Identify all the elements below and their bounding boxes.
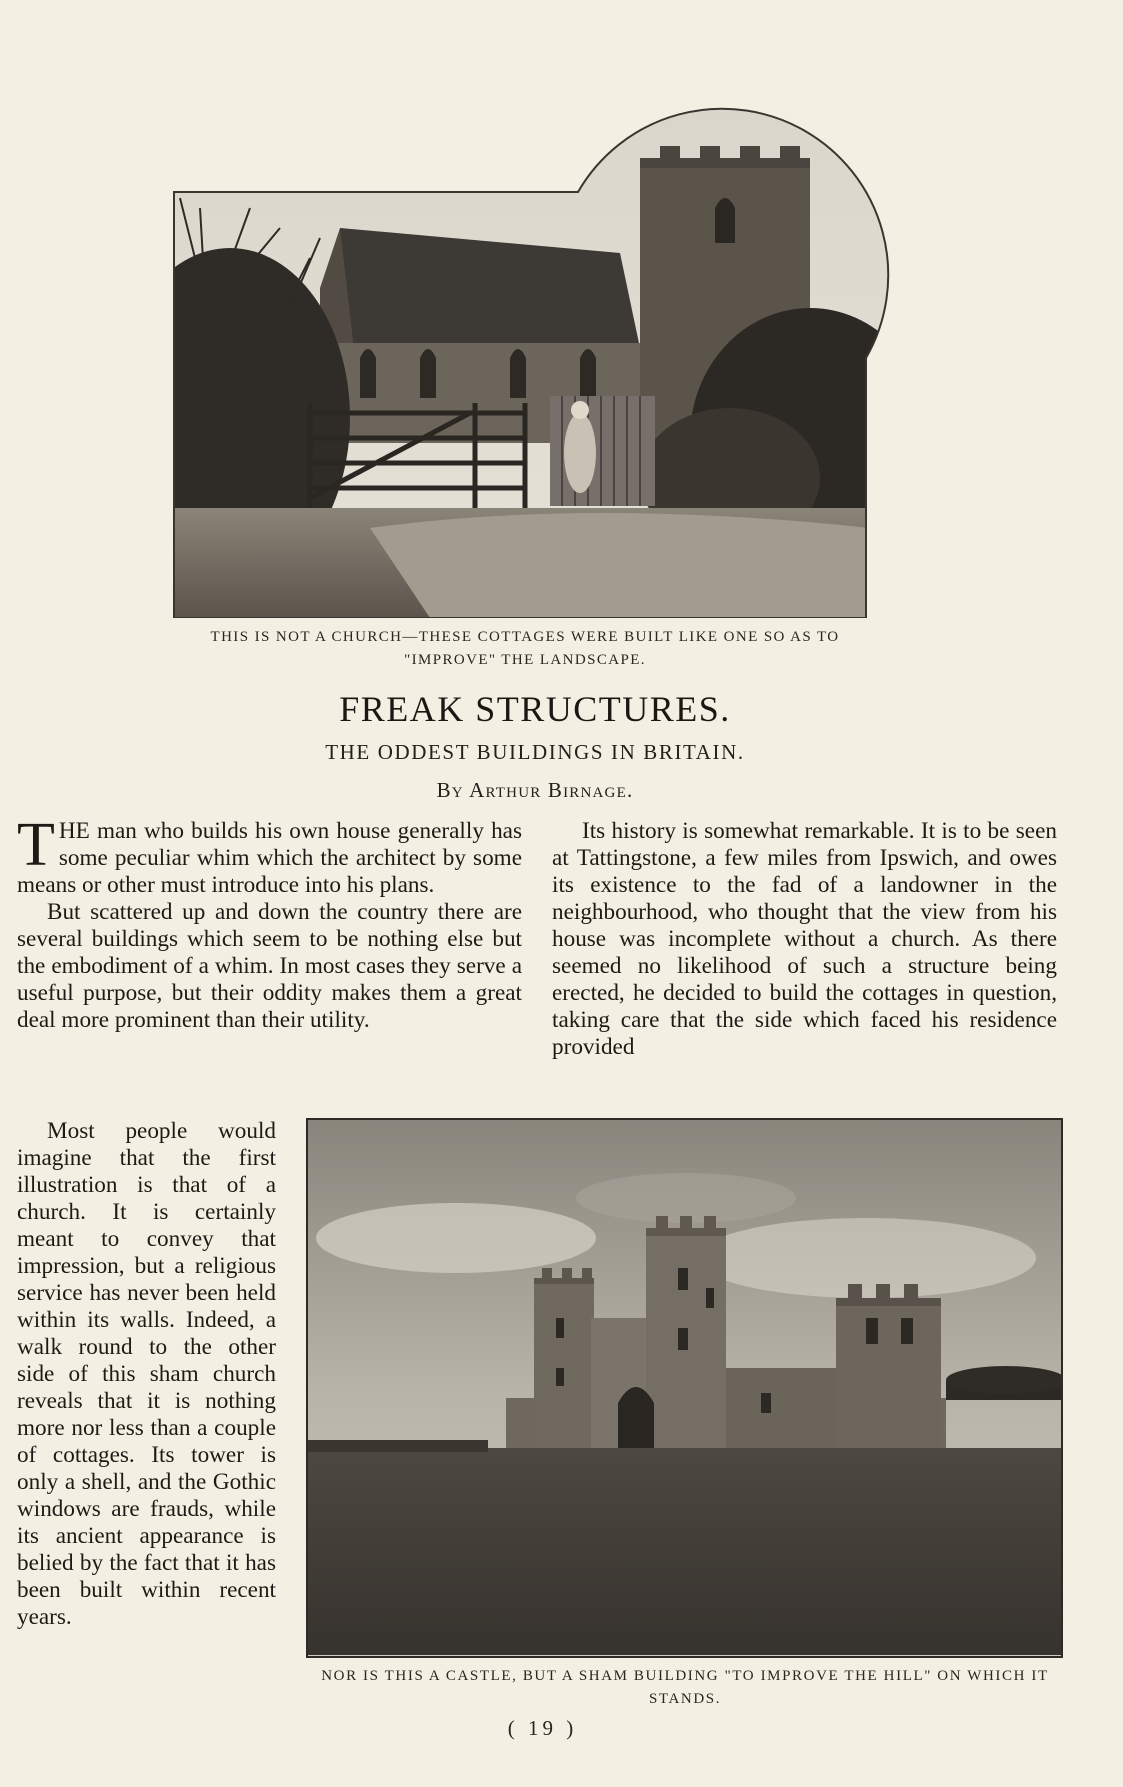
left-column-top: [17, 811, 522, 1034]
paragraph-1: [17, 811, 522, 899]
castle-photo: [306, 1118, 1063, 1658]
paragraph-3: Most people would imagine that the first illustration is that of a church. It is certainly meant to convey that impression, but a religious service has never been held within its walls. Indeed, a walk round to the other side of this sham church reveals that it is nothing more nor less than a couple of cottages. Its tower is only a shell, and the Gothic windows are frauds, while its ancient appearance is belied by the fact that it has been built within recent years.: [17, 1118, 276, 1630]
article-subtitle: THE ODDEST BUILDINGS IN BRITAIN.: [325, 740, 745, 764]
article-title: FREAK STRUCTURES.: [339, 689, 731, 729]
page-number: ( 19 ): [507, 1716, 578, 1740]
right-column-top: [552, 818, 1057, 1061]
paragraph-1-text: HE man who builds his own house generally has some peculiar whim which the architect by some means or other must introduce into his plans.: [17, 818, 522, 898]
article-byline: By Arthur Birnage.: [436, 778, 634, 802]
right-paragraph-1: Its history is somewhat remarkable. It is to be seen at Tattingstone, a few miles from Ipswich, and owes its existence to the fad of a landowner in the neighbourhood, who thought that the view from his house was incomplete without a church. As there seemed no likelihood of such a structure being erected, he decided to build the cottages in question, taking care that the side which faced his residence provided: [552, 818, 1057, 1060]
church-photo-caption: THIS IS NOT A CHURCH—THESE COTTAGES WERE BUILT LIKE ONE SO AS TO "IMPROVE" THE LANDSCAPE.: [210, 629, 840, 668]
paragraph-2: But scattered up and down the country there are several buildings which seem to be nothing else but the embodiment of a whim. In most cases they serve a useful purpose, but their oddity makes them a great deal more prominent than their utility.: [17, 899, 522, 1033]
left-column-narrow: [17, 1118, 276, 1631]
drop-cap: T: [17, 811, 55, 879]
castle-photo-caption: NOR IS THIS A CASTLE, BUT A SHAM BUILDING "TO IMPROVE THE HILL" ON WHICH IT STANDS.: [321, 1668, 1049, 1707]
church-photo: [170, 58, 900, 618]
